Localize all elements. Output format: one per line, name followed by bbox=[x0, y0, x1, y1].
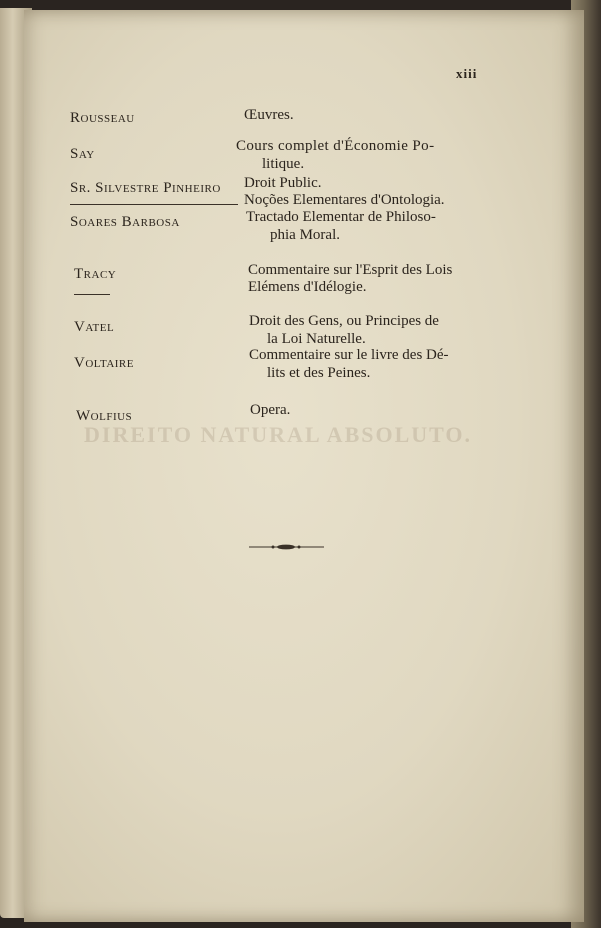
title-wolfius: Opera. bbox=[250, 402, 291, 418]
title-barbosa-line1: Tractado Elementar de Philoso- bbox=[246, 209, 436, 225]
title-pinheiro-line1: Droit Public. bbox=[244, 175, 322, 191]
ditto-rule-short bbox=[74, 294, 110, 295]
title-tracy-line1: Commentaire sur l'Esprit des Lois bbox=[248, 262, 453, 278]
title-pinheiro-line2: Noções Elementares d'Ontologia. bbox=[244, 192, 445, 208]
author-rousseau: Rousseau bbox=[70, 110, 135, 126]
author-tracy: Tracy bbox=[74, 266, 117, 282]
author-wolfius: Wolfius bbox=[76, 408, 133, 424]
title-voltaire-line1: Commentaire sur le livre des Dé- bbox=[249, 347, 449, 363]
title-voltaire-line2: lits et des Peines. bbox=[267, 365, 371, 381]
author-vatel: Vatel bbox=[74, 319, 115, 335]
title-barbosa-line2: phia Moral. bbox=[270, 227, 340, 243]
page-number: xiii bbox=[456, 66, 478, 81]
author-soares-barbosa: Soares Barbosa bbox=[70, 214, 180, 230]
ditto-rule bbox=[70, 204, 238, 205]
title-rousseau: Œuvres. bbox=[244, 107, 294, 123]
ornament-divider bbox=[249, 543, 324, 551]
title-tracy-line2: Elémens d'Idélogie. bbox=[248, 279, 367, 295]
author-silvestre-pinheiro: Sr. Silvestre Pinheiro bbox=[70, 180, 221, 196]
title-say-line2: litique. bbox=[262, 156, 305, 172]
book-page bbox=[24, 10, 584, 922]
author-say: Say bbox=[70, 146, 95, 162]
title-say-line1: Cours complet d'Économie Po- bbox=[236, 138, 435, 154]
title-vatel-line1: Droit des Gens, ou Principes de bbox=[249, 313, 439, 329]
show-through-text: DIREITO NATURAL ABSOLUTO. bbox=[84, 422, 473, 447]
author-voltaire: Voltaire bbox=[74, 355, 134, 371]
title-vatel-line2: la Loi Naturelle. bbox=[267, 331, 366, 347]
